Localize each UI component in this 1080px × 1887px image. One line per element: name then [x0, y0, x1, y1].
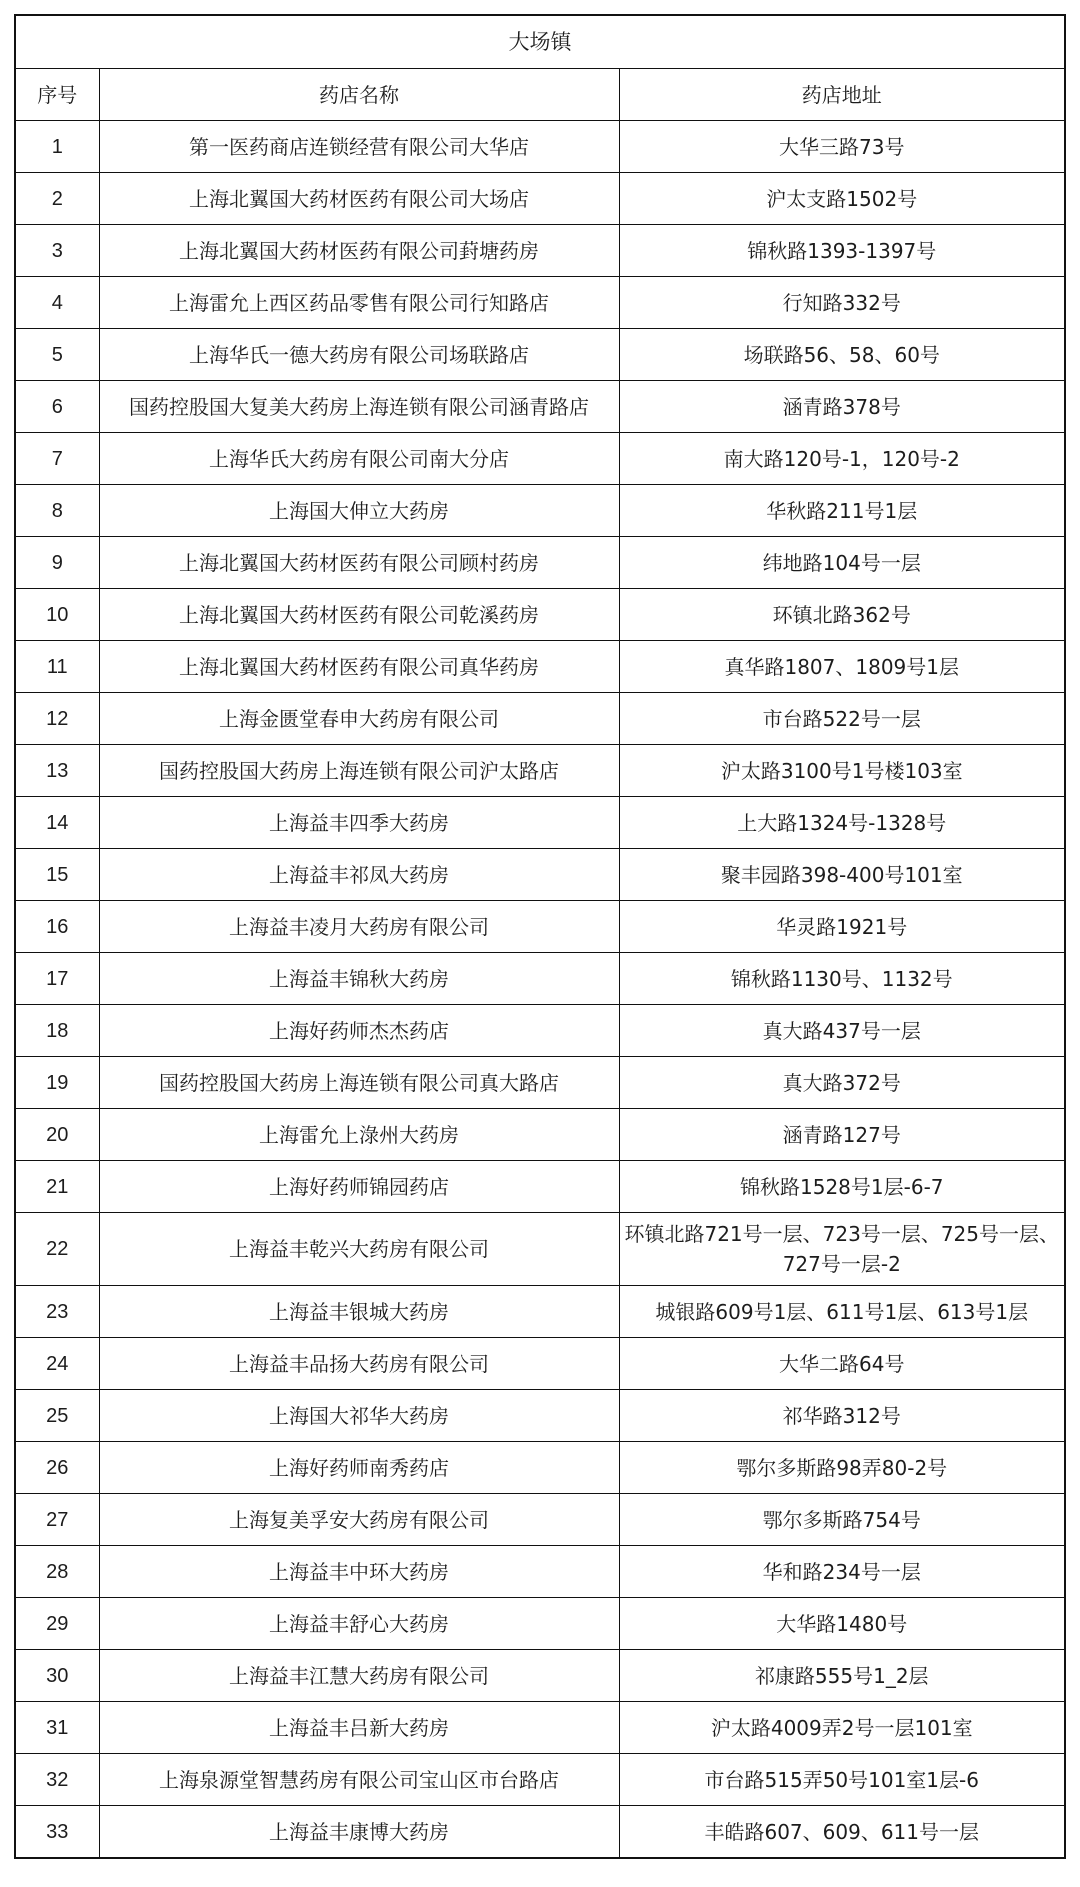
- row-index: 31: [15, 1702, 99, 1754]
- row-index: 10: [15, 589, 99, 641]
- table-row: [15, 1442, 1065, 1494]
- header-index: 序号: [15, 69, 99, 121]
- row-index: 25: [15, 1390, 99, 1442]
- table-row: [15, 901, 1065, 953]
- row-index: 27: [15, 1494, 99, 1546]
- row-pharmacy-name: 上海好药师锦园药店: [99, 1161, 619, 1213]
- table-row: [15, 1286, 1065, 1338]
- row-pharmacy-address: 鄂尔多斯路754号: [619, 1494, 1065, 1546]
- row-index: 22: [15, 1213, 99, 1286]
- row-pharmacy-address: 市台路515弄50号101室1层-6: [619, 1754, 1065, 1806]
- row-pharmacy-name: 上海益丰康博大药房: [99, 1806, 619, 1859]
- header-pharmacy-address: 药店地址: [619, 69, 1065, 121]
- row-index: 21: [15, 1161, 99, 1213]
- table-row: [15, 121, 1065, 173]
- row-pharmacy-address: 华灵路1921号: [619, 901, 1065, 953]
- table-row: [15, 1213, 1065, 1286]
- row-pharmacy-name: 上海益丰中环大药房: [99, 1546, 619, 1598]
- row-pharmacy-address: 真华路1807、1809号1层: [619, 641, 1065, 693]
- row-pharmacy-address: 锦秋路1130号、1132号: [619, 953, 1065, 1005]
- row-pharmacy-address: 环镇北路362号: [619, 589, 1065, 641]
- table-row: [15, 433, 1065, 485]
- table-row: [15, 641, 1065, 693]
- table-row: [15, 589, 1065, 641]
- row-pharmacy-address: 大华路1480号: [619, 1598, 1065, 1650]
- row-pharmacy-address: 丰皓路607、609、611号一层: [619, 1806, 1065, 1859]
- row-index: 2: [15, 173, 99, 225]
- row-pharmacy-name: 第一医药商店连锁经营有限公司大华店: [99, 121, 619, 173]
- row-pharmacy-address: 锦秋路1393-1397号: [619, 225, 1065, 277]
- table-row: [15, 537, 1065, 589]
- row-index: 29: [15, 1598, 99, 1650]
- row-pharmacy-address: 真大路437号一层: [619, 1005, 1065, 1057]
- row-pharmacy-address: 沪太路4009弄2号一层101室: [619, 1702, 1065, 1754]
- table-row: [15, 953, 1065, 1005]
- row-pharmacy-name: 上海益丰乾兴大药房有限公司: [99, 1213, 619, 1286]
- table-row: [15, 1650, 1065, 1702]
- table-row: [15, 1390, 1065, 1442]
- row-index: 11: [15, 641, 99, 693]
- row-pharmacy-name: 上海益丰四季大药房: [99, 797, 619, 849]
- row-index: 19: [15, 1057, 99, 1109]
- row-index: 24: [15, 1338, 99, 1390]
- row-index: 14: [15, 797, 99, 849]
- row-index: 30: [15, 1650, 99, 1702]
- table-row: [15, 693, 1065, 745]
- table-row: [15, 1338, 1065, 1390]
- table-row: [15, 1598, 1065, 1650]
- row-pharmacy-address: 祁华路312号: [619, 1390, 1065, 1442]
- row-pharmacy-name: 上海雷允上西区药品零售有限公司行知路店: [99, 277, 619, 329]
- row-pharmacy-address: 大华二路64号: [619, 1338, 1065, 1390]
- header-pharmacy-name: 药店名称: [99, 69, 619, 121]
- table-row: [15, 1005, 1065, 1057]
- table-row: [15, 1546, 1065, 1598]
- row-pharmacy-address: 祁康路555号1_2层: [619, 1650, 1065, 1702]
- row-index: 13: [15, 745, 99, 797]
- table-title: 大场镇: [15, 15, 1065, 69]
- table-row: [15, 1702, 1065, 1754]
- row-pharmacy-name: 上海益丰舒心大药房: [99, 1598, 619, 1650]
- row-index: 32: [15, 1754, 99, 1806]
- row-index: 9: [15, 537, 99, 589]
- row-index: 18: [15, 1005, 99, 1057]
- row-pharmacy-name: 上海益丰吕新大药房: [99, 1702, 619, 1754]
- row-pharmacy-address: 沪太路3100号1号楼103室: [619, 745, 1065, 797]
- row-pharmacy-name: 上海益丰江慧大药房有限公司: [99, 1650, 619, 1702]
- row-pharmacy-name: 上海雷允上淥州大药房: [99, 1109, 619, 1161]
- row-index: 15: [15, 849, 99, 901]
- table-row: [15, 381, 1065, 433]
- table-row: [15, 277, 1065, 329]
- table-row: [15, 1806, 1065, 1859]
- row-pharmacy-address: 上大路1324号-1328号: [619, 797, 1065, 849]
- row-index: 12: [15, 693, 99, 745]
- row-pharmacy-name: 上海复美孚安大药房有限公司: [99, 1494, 619, 1546]
- row-pharmacy-address: 锦秋路1528号1层-6-7: [619, 1161, 1065, 1213]
- row-pharmacy-name: 国药控股国大复美大药房上海连锁有限公司涵青路店: [99, 381, 619, 433]
- table-row: [15, 745, 1065, 797]
- row-index: 7: [15, 433, 99, 485]
- table-title-row: [15, 15, 1065, 69]
- row-pharmacy-name: 上海金匮堂春申大药房有限公司: [99, 693, 619, 745]
- row-index: 5: [15, 329, 99, 381]
- table-row: [15, 1057, 1065, 1109]
- row-pharmacy-address: 市台路522号一层: [619, 693, 1065, 745]
- row-pharmacy-address: 纬地路104号一层: [619, 537, 1065, 589]
- row-pharmacy-address: 南大路120号-1，120号-2: [619, 433, 1065, 485]
- row-pharmacy-address: 大华三路73号: [619, 121, 1065, 173]
- row-index: 16: [15, 901, 99, 953]
- pharmacy-table: [14, 14, 1066, 1859]
- row-pharmacy-address: 华和路234号一层: [619, 1546, 1065, 1598]
- row-pharmacy-address: 沪太支路1502号: [619, 173, 1065, 225]
- table-row: [15, 1494, 1065, 1546]
- row-pharmacy-name: 上海华氏大药房有限公司南大分店: [99, 433, 619, 485]
- row-pharmacy-address: 真大路372号: [619, 1057, 1065, 1109]
- row-pharmacy-address: 城银路609号1层、611号1层、613号1层: [619, 1286, 1065, 1338]
- row-pharmacy-name: 上海北翼国大药材医药有限公司顾村药房: [99, 537, 619, 589]
- row-pharmacy-name: 上海国大伸立大药房: [99, 485, 619, 537]
- table-row: [15, 1161, 1065, 1213]
- row-pharmacy-name: 上海好药师南秀药店: [99, 1442, 619, 1494]
- row-pharmacy-name: 国药控股国大药房上海连锁有限公司真大路店: [99, 1057, 619, 1109]
- row-pharmacy-name: 上海益丰凌月大药房有限公司: [99, 901, 619, 953]
- row-index: 20: [15, 1109, 99, 1161]
- table-row: [15, 329, 1065, 381]
- row-pharmacy-address: 行知路332号: [619, 277, 1065, 329]
- row-index: 6: [15, 381, 99, 433]
- row-pharmacy-address: 涵青路378号: [619, 381, 1065, 433]
- row-pharmacy-name: 上海泉源堂智慧药房有限公司宝山区市台路店: [99, 1754, 619, 1806]
- row-pharmacy-name: 上海北翼国大药材医药有限公司大场店: [99, 173, 619, 225]
- row-index: 23: [15, 1286, 99, 1338]
- row-pharmacy-name: 上海北翼国大药材医药有限公司真华药房: [99, 641, 619, 693]
- row-pharmacy-name: 上海益丰祁凤大药房: [99, 849, 619, 901]
- row-pharmacy-address: 环镇北路721号一层、723号一层、725号一层、727号一层-2: [619, 1213, 1065, 1286]
- row-pharmacy-name: 国药控股国大药房上海连锁有限公司沪太路店: [99, 745, 619, 797]
- row-index: 26: [15, 1442, 99, 1494]
- row-pharmacy-name: 上海国大祁华大药房: [99, 1390, 619, 1442]
- row-index: 8: [15, 485, 99, 537]
- table-row: [15, 173, 1065, 225]
- row-pharmacy-address: 鄂尔多斯路98弄80-2号: [619, 1442, 1065, 1494]
- row-pharmacy-name: 上海好药师杰杰药店: [99, 1005, 619, 1057]
- table-header-row: [15, 69, 1065, 121]
- table-row: [15, 849, 1065, 901]
- row-pharmacy-address: 涵青路127号: [619, 1109, 1065, 1161]
- table-row: [15, 1754, 1065, 1806]
- row-pharmacy-name: 上海北翼国大药材医药有限公司乾溪药房: [99, 589, 619, 641]
- row-pharmacy-name: 上海益丰锦秋大药房: [99, 953, 619, 1005]
- row-pharmacy-name: 上海北翼国大药材医药有限公司葑塘药房: [99, 225, 619, 277]
- row-pharmacy-address: 聚丰园路398-400号101室: [619, 849, 1065, 901]
- row-pharmacy-name: 上海益丰品扬大药房有限公司: [99, 1338, 619, 1390]
- row-pharmacy-address: 华秋路211号1层: [619, 485, 1065, 537]
- row-index: 4: [15, 277, 99, 329]
- table-row: [15, 485, 1065, 537]
- row-index: 3: [15, 225, 99, 277]
- row-index: 33: [15, 1806, 99, 1859]
- row-pharmacy-name: 上海华氏一德大药房有限公司场联路店: [99, 329, 619, 381]
- row-index: 1: [15, 121, 99, 173]
- row-pharmacy-name: 上海益丰银城大药房: [99, 1286, 619, 1338]
- row-index: 28: [15, 1546, 99, 1598]
- row-pharmacy-address: 场联路56、58、60号: [619, 329, 1065, 381]
- table-row: [15, 1109, 1065, 1161]
- table-row: [15, 225, 1065, 277]
- row-index: 17: [15, 953, 99, 1005]
- table-row: [15, 797, 1065, 849]
